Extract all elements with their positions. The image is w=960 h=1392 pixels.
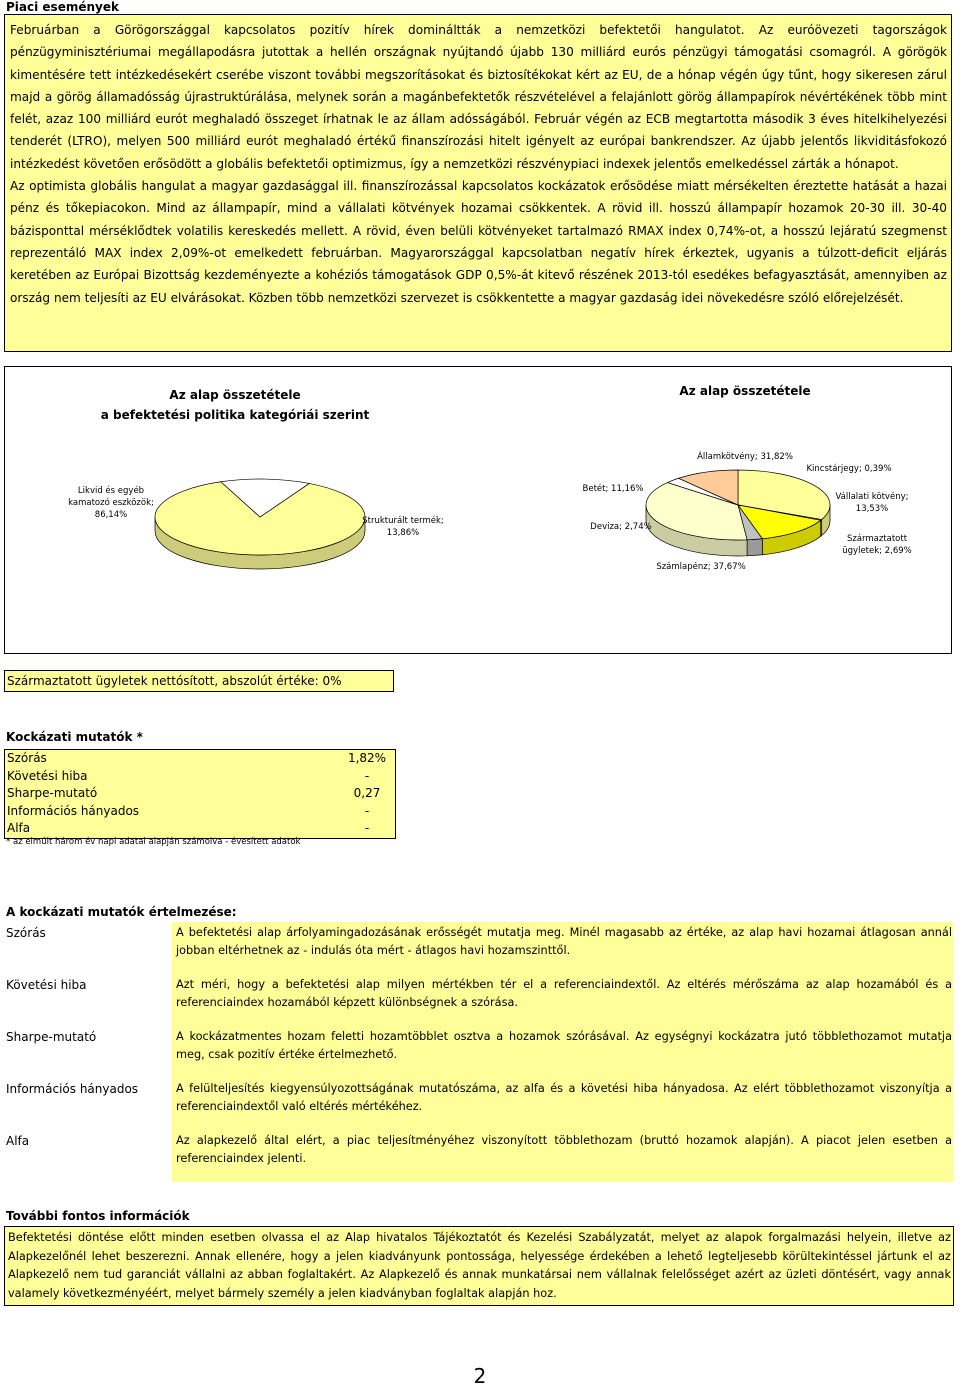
risk-value: 1,82% xyxy=(347,751,387,765)
further-info-text: Befektetési döntése előtt minden esetben olvassa el az Alap hivatalos Tájékoztatót és Kezelési Szabályzatát, melyet az alapok forgalmazási helyein, illetve az Alapkezelőnél lehet beszerezni. Annak ellenére, hogy a jelen kiadványunk pontossága, helyessége érdekében a lehető legteljesebb körültekintéssel jártunk el az Alapkezelő nem tud garanciát vállalni az abban foglaltakért. Az Alapkezelő és annak munkatársai nem vállalnak felelősséget azért az üzleti döntésért, vagy annak valamely következményéért, melyet bármely személy a jelen kiadványban foglaltak alapján hoz. xyxy=(4,1226,954,1306)
interpretation-term: Sharpe-mutató xyxy=(6,1030,97,1044)
risk-indicators-title: Kockázati mutatók * xyxy=(6,730,143,744)
chart2-label-5: Deviza; 2,74% xyxy=(590,522,652,532)
page-number: 2 xyxy=(473,1364,487,1388)
chart2-label-4: Számlapénz; 37,67% xyxy=(656,562,746,572)
interpretation-text: A befektetési alap árfolyamingadozásának erősségét mutatja meg. Minél magasabb az értéke, az alap havi hozamai átlagosan annál jobban eltérhetnek az - indulás óta mért - átlagos havi hozamszinttől. xyxy=(172,922,954,974)
market-events-title: Piaci események xyxy=(6,0,119,14)
interpretation-text: Az alapkezelő által elért, a piac teljesítményéhez viszonyított többlethozam (bruttó hozamok alapján). A piacot jelen esetben a referenciaindex jelenti. xyxy=(172,1130,954,1182)
interpretation-term: Szórás xyxy=(6,926,46,940)
chart1-title-line2: a befektetési politika kategóriái szerint xyxy=(100,408,370,422)
risk-value: - xyxy=(364,821,370,836)
risk-row xyxy=(5,785,395,803)
chart2-label-1: Kincstárjegy; 0,39% xyxy=(806,464,892,474)
risk-interpretation-list xyxy=(4,922,956,1182)
risk-label: Információs hányados xyxy=(7,803,140,818)
risk-indicators-table xyxy=(4,749,396,839)
pie-chart-2 xyxy=(646,470,830,556)
interpretation-term: Alfa xyxy=(6,1134,30,1148)
risk-value: 0,27 xyxy=(353,786,381,801)
chart2-label-6: Betét; 11,16% xyxy=(582,484,644,494)
interpretation-text: Azt méri, hogy a befektetési alap milyen mértékben tér el a referenciaindextől. Az eltérés mérőszáma az alap hozamából és a referenciaindex hozamából képzett különbségnek a szórása. xyxy=(172,974,954,1026)
market-events-box xyxy=(4,14,952,352)
chart2-label-3: Származtatott ügyletek; 2,69% xyxy=(842,534,912,556)
risk-row xyxy=(5,820,395,838)
risk-footnote: * az elmúlt három év napi adatai alapján számolva - évesített adatok xyxy=(6,837,301,847)
risk-label: Szórás xyxy=(7,751,47,765)
risk-value: - xyxy=(364,803,370,818)
interpretation-row xyxy=(4,1130,956,1182)
chart2-label-2: Vállalati kötvény; 13,53% xyxy=(835,492,909,514)
further-info-title: További fontos információk xyxy=(6,1209,190,1223)
risk-label: Követési hiba xyxy=(7,768,88,783)
chart1-title-line1: Az alap összetétele xyxy=(169,388,301,402)
risk-label: Sharpe-mutató xyxy=(7,786,98,801)
chart2-label-0: Államkötvény; 31,82% xyxy=(697,452,793,462)
composition-charts-box xyxy=(4,366,952,654)
risk-value: - xyxy=(364,768,370,783)
interpretation-term: Követési hiba xyxy=(6,978,87,992)
interpretation-row xyxy=(4,1078,956,1130)
derivatives-netted-value: Származtatott ügyletek nettósított, abszolút értéke: 0% xyxy=(4,670,394,692)
risk-label: Alfa xyxy=(7,821,31,836)
pie2-slice-side xyxy=(747,539,762,556)
interpretation-row xyxy=(4,1026,956,1078)
risk-interpretation-title: A kockázati mutatók értelmezése: xyxy=(6,905,237,919)
interpretation-text: A felülteljesítés kiegyensúlyozottságának mutatószáma, az alfa és a követési hiba hányadosa. Az elért többlethozamot viszonyítja a referenciaindextől való eltérés mértékéhez. xyxy=(172,1078,954,1130)
market-events-paragraph-2: Az optimista globális hangulat a magyar gazdasággal ill. finanszírozással kapcsolatos kockázatok erősödése miatt mérsékelten éreztette hatását a hazai pénz és tőkepiacokon. Mind az állampapír, mind a vállalati kötvények hozamai csökkentek. A rövid ill. hosszú állampapír hozamok 20-30 ill. 30-40 bázisponttal mérséklődtek volatilis kereskedés mellett. A rövid, éven belüli kötvényeket tartalmazó RMAX index 0,74%-ot, a hosszú lejáratú szegmenst reprezentáló MAX index 2,09%-ot emelkedett februárban. Magyarországgal kapcsolatban negatív hírek érkeztek, ugyanis a túlzott-deficit eljárás keretében az Európai Bizottság kezdeményezte a kohéziós támogatások GDP 0,5%-át kitevő részének 2013-tól esedékes befagyasztását, amennyiben az ország nem teljesíti az EU elvárásokat. Közben több nemzetközi szervezet is csökkentette a magyar gazdaság idei növekedésre szóló előrejelzését. xyxy=(10,179,947,305)
interpretation-row xyxy=(4,922,956,974)
risk-row xyxy=(5,750,395,768)
chart1-label-1: Strukturált termék; 13,86% xyxy=(362,516,444,538)
interpretation-term: Információs hányados xyxy=(6,1082,139,1096)
market-events-paragraph-1: Februárban a Görögországgal kapcsolatos pozitív hírek domináltták a nemzetközi befektetői hangulatot. Az euróövezeti tagországok pénzügyminisztériumai megállapodásra jutottak a hellén országnak nyújtandó újabb 130 milliárd eurós pénzügyi támogatási csomagról. A görögök kimentésére tett intézkedésekért cserébe viszont további megszorításokat és biztosítékokat kért az EU, de a hónap végén úgy tűnt, hogy sikeresen zárul majd a görög államadósság újrastruktúrálása, melynek során a magánbefektetők részvételével a felajánlott görög állampapírok névértékének több mint felét, azaz 100 milliárd eurót meghaladó összeget írhatnak le az állam adósságából. Február végén az ECB megtartotta második 3 éves hitelkihelyezési tenderét (LTRO), melyen 500 milliárd eurót meghaladó értékű finanszírozási hitelt igényelt az európai bankrendszer. Az újabb jelentős likviditásfokozó intézkedést követően erősödött a globális befektetői optimizmus, így a nemzetközi részvénypiaci indexek jelentős emelkedéssel zárták a hónapot. xyxy=(10,23,947,171)
pie-chart-1 xyxy=(155,479,365,569)
interpretation-text: A kockázatmentes hozam feletti hozamtöbblet osztva a hozamok szórásával. Az egységnyi kockázatra jutó többlethozamot mutatja meg, csak pozitív értéke értelmezhető. xyxy=(172,1026,954,1078)
chart2-title: Az alap összetétele xyxy=(679,384,811,398)
interpretation-row xyxy=(4,974,956,1026)
chart1-label-0: Likvid és egyéb kamatozó eszközök; 86,14% xyxy=(68,486,154,520)
risk-row xyxy=(5,768,395,786)
risk-row xyxy=(5,803,395,821)
